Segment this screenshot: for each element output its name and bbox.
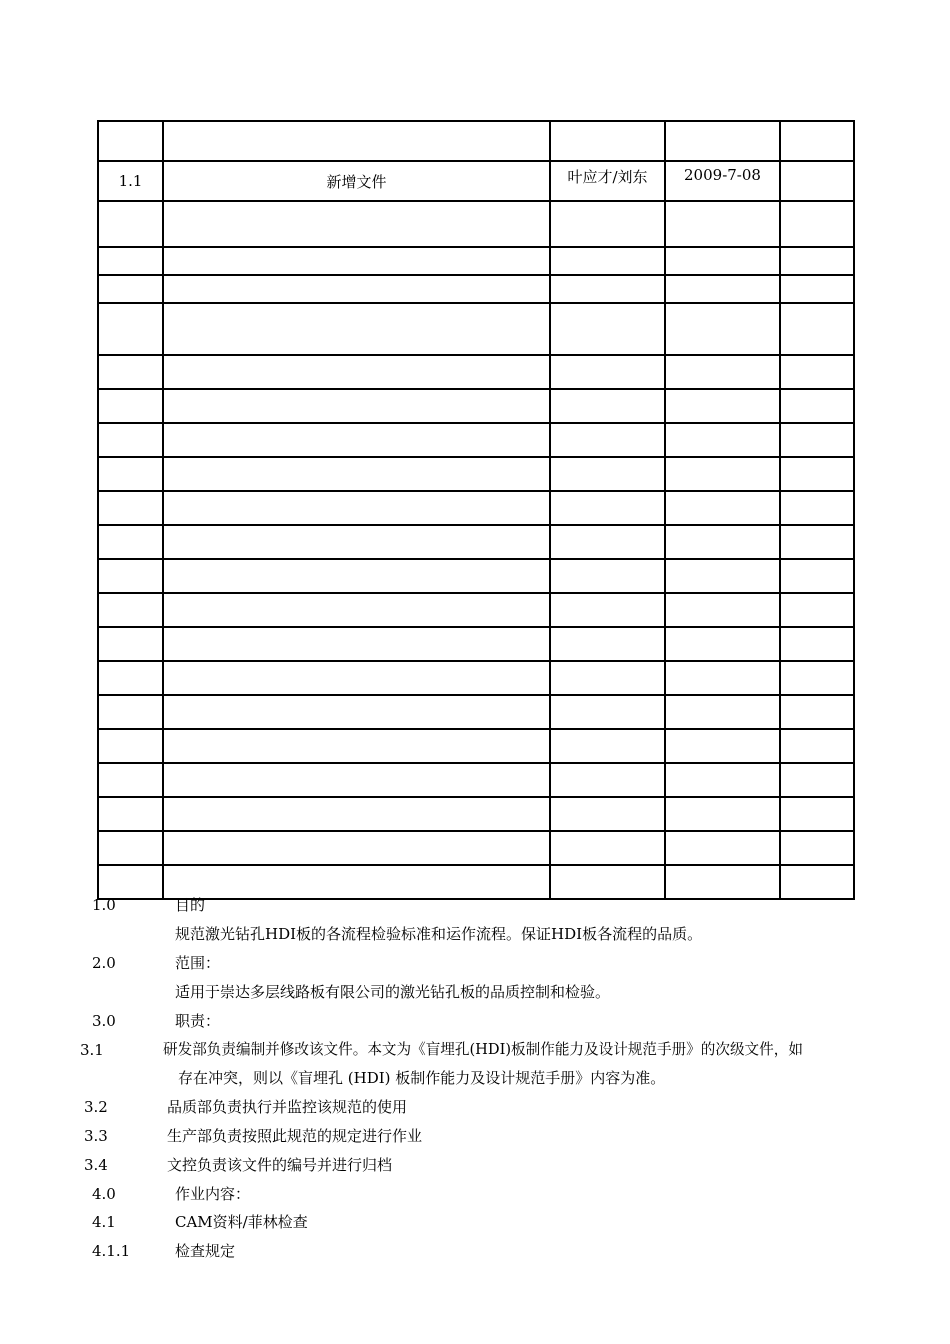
table-row	[98, 831, 854, 865]
cell-description	[163, 423, 550, 457]
cell-rev-no	[98, 831, 163, 865]
cell-author	[550, 423, 665, 457]
cell-remark	[780, 121, 854, 161]
cell-remark	[780, 695, 854, 729]
cell-description	[163, 457, 550, 491]
cell-remark	[780, 763, 854, 797]
cell-description	[163, 593, 550, 627]
cell-author	[550, 763, 665, 797]
cell-remark	[780, 389, 854, 423]
cell-date	[665, 121, 780, 161]
cell-rev-no	[98, 303, 163, 355]
cell-remark	[780, 797, 854, 831]
cell-author	[550, 457, 665, 491]
table-row	[98, 423, 854, 457]
cell-date	[665, 423, 780, 457]
cell-rev-no	[98, 763, 163, 797]
cell-description: 新增文件	[163, 161, 550, 201]
cell-remark	[780, 491, 854, 525]
cell-date	[665, 593, 780, 627]
cell-date	[665, 303, 780, 355]
cell-date	[665, 865, 780, 899]
cell-author	[550, 121, 665, 161]
cell-remark	[780, 729, 854, 763]
table-row	[98, 121, 854, 161]
cell-date	[665, 763, 780, 797]
cell-author	[550, 729, 665, 763]
cell-author	[550, 303, 665, 355]
cell-rev-no	[98, 797, 163, 831]
cell-description	[163, 831, 550, 865]
table-row	[98, 201, 854, 247]
cell-date	[665, 457, 780, 491]
cell-description	[163, 275, 550, 303]
cell-remark	[780, 593, 854, 627]
cell-description	[163, 865, 550, 899]
cell-remark	[780, 865, 854, 899]
cell-remark	[780, 161, 854, 201]
cell-rev-no	[98, 525, 163, 559]
section-4-1-number: 4.1	[92, 1213, 116, 1231]
cell-description	[163, 627, 550, 661]
table-row	[98, 559, 854, 593]
cell-date	[665, 491, 780, 525]
section-3-1-number: 3.1	[80, 1041, 104, 1059]
cell-description	[163, 247, 550, 275]
cell-description	[163, 525, 550, 559]
cell-date	[665, 797, 780, 831]
cell-rev-no	[98, 275, 163, 303]
table-row	[98, 627, 854, 661]
table-row	[98, 491, 854, 525]
cell-author	[550, 865, 665, 899]
section-3-3-text: 生产部负责按照此规范的规定进行作业	[167, 1127, 423, 1145]
table-row	[98, 763, 854, 797]
table-row	[98, 161, 854, 201]
section-2-title: 范围：	[175, 954, 221, 972]
cell-date	[665, 661, 780, 695]
cell-author: 叶应才/刘东	[550, 161, 665, 201]
section-1-body: 规范激光钻孔HDI板的各流程检验标准和运作流程。保证HDI板各流程的品质。	[175, 925, 703, 943]
cell-rev-no	[98, 355, 163, 389]
cell-remark	[780, 423, 854, 457]
cell-author	[550, 627, 665, 661]
cell-remark	[780, 355, 854, 389]
section-1-number: 1.0	[92, 896, 116, 914]
cell-rev-no	[98, 559, 163, 593]
cell-description	[163, 661, 550, 695]
cell-author	[550, 661, 665, 695]
cell-author	[550, 695, 665, 729]
cell-rev-no	[98, 389, 163, 423]
cell-rev-no	[98, 423, 163, 457]
cell-author	[550, 389, 665, 423]
revision-table	[97, 120, 855, 900]
cell-author	[550, 355, 665, 389]
cell-remark	[780, 457, 854, 491]
section-3-3-number: 3.3	[84, 1127, 108, 1145]
cell-description	[163, 389, 550, 423]
cell-author	[550, 491, 665, 525]
cell-rev-no	[98, 865, 163, 899]
cell-author	[550, 275, 665, 303]
cell-rev-no	[98, 729, 163, 763]
cell-rev-no	[98, 121, 163, 161]
table-row	[98, 797, 854, 831]
table-row	[98, 303, 854, 355]
cell-remark	[780, 303, 854, 355]
cell-rev-no	[98, 457, 163, 491]
cell-date	[665, 275, 780, 303]
table-row	[98, 457, 854, 491]
section-3-2-text: 品质部负责执行并监控该规范的使用	[167, 1098, 408, 1116]
cell-date	[665, 525, 780, 559]
cell-remark	[780, 201, 854, 247]
cell-date	[665, 559, 780, 593]
cell-rev-no	[98, 201, 163, 247]
table-row	[98, 593, 854, 627]
cell-rev-no	[98, 491, 163, 525]
cell-description	[163, 121, 550, 161]
cell-description	[163, 695, 550, 729]
cell-date: 2009-7-08	[665, 161, 780, 201]
cell-description	[163, 355, 550, 389]
cell-author	[550, 831, 665, 865]
cell-author	[550, 797, 665, 831]
table-row	[98, 275, 854, 303]
table-row	[98, 247, 854, 275]
cell-rev-no	[98, 593, 163, 627]
cell-author	[550, 247, 665, 275]
cell-author	[550, 525, 665, 559]
cell-remark	[780, 559, 854, 593]
section-4-number: 4.0	[92, 1185, 116, 1203]
cell-remark	[780, 831, 854, 865]
table-row	[98, 389, 854, 423]
table-row	[98, 525, 854, 559]
cell-date	[665, 201, 780, 247]
section-4-title: 作业内容：	[175, 1185, 251, 1203]
section-3-4-number: 3.4	[84, 1156, 108, 1174]
section-3-2-number: 3.2	[84, 1098, 108, 1116]
cell-rev-no: 1.1	[98, 161, 163, 201]
cell-date	[665, 729, 780, 763]
section-3-title: 职责：	[175, 1012, 221, 1030]
cell-description	[163, 201, 550, 247]
cell-author	[550, 201, 665, 247]
table-row	[98, 355, 854, 389]
cell-description	[163, 797, 550, 831]
table-row	[98, 865, 854, 899]
cell-remark	[780, 661, 854, 695]
table-row	[98, 661, 854, 695]
cell-date	[665, 695, 780, 729]
section-4-1-1-text: 检查规定	[175, 1242, 236, 1260]
section-1-title: 目的	[175, 896, 206, 914]
cell-date	[665, 247, 780, 275]
cell-description	[163, 559, 550, 593]
section-3-1-continued: 存在冲突，则以《盲埋孔 (HDI) 板制作能力及设计规范手册》内容为准。	[178, 1069, 666, 1087]
section-3-1-text: 研发部负责编制并修改该文件。本文为《盲埋孔(HDI)板制作能力及设计规范手册》的次级文件，如	[163, 1041, 803, 1058]
cell-remark	[780, 275, 854, 303]
cell-remark	[780, 627, 854, 661]
cell-remark	[780, 525, 854, 559]
section-3-4-text: 文控负责该文件的编号并进行归档	[167, 1156, 393, 1174]
section-2-number: 2.0	[92, 954, 116, 972]
cell-remark	[780, 247, 854, 275]
cell-description	[163, 729, 550, 763]
cell-rev-no	[98, 695, 163, 729]
cell-date	[665, 831, 780, 865]
cell-rev-no	[98, 661, 163, 695]
cell-rev-no	[98, 627, 163, 661]
revision-table-body	[98, 121, 854, 899]
cell-description	[163, 491, 550, 525]
section-3-number: 3.0	[92, 1012, 116, 1030]
cell-rev-no	[98, 247, 163, 275]
table-row	[98, 695, 854, 729]
cell-date	[665, 355, 780, 389]
cell-author	[550, 559, 665, 593]
table-row	[98, 729, 854, 763]
section-2-body: 适用于崇达多层线路板有限公司的激光钻孔板的品质控制和检验。	[175, 983, 611, 1001]
cell-description	[163, 303, 550, 355]
cell-date	[665, 389, 780, 423]
section-4-1-text: CAM资料/菲林检查	[175, 1213, 308, 1231]
cell-date	[665, 627, 780, 661]
section-4-1-1-number: 4.1.1	[92, 1242, 131, 1260]
cell-description	[163, 763, 550, 797]
cell-author	[550, 593, 665, 627]
